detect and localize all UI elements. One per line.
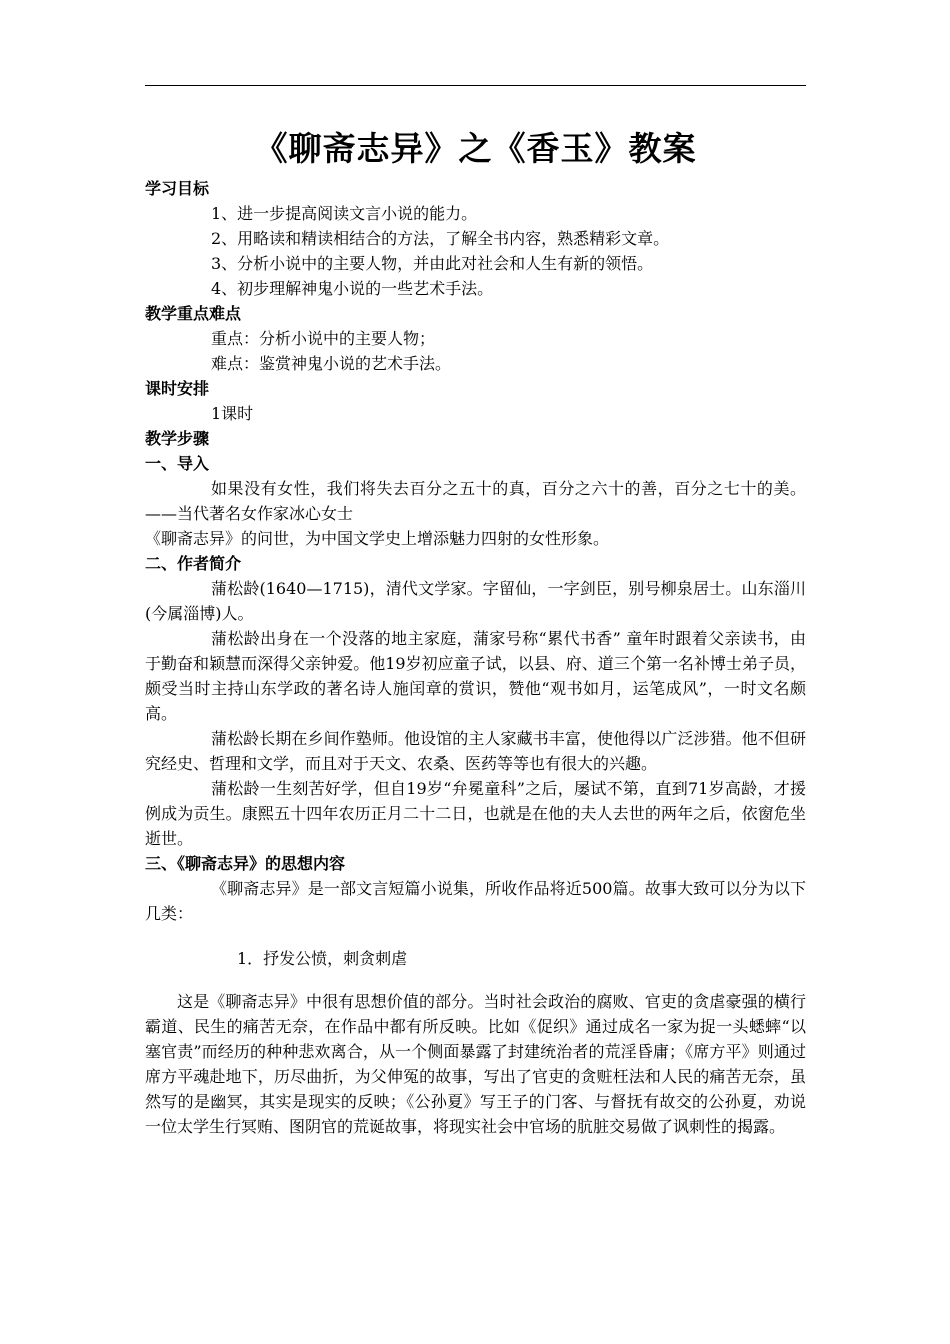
schedule-text: 1课时 <box>211 404 254 423</box>
section-heading-content: 三、《聊斋志异》的思想内容 <box>145 854 346 873</box>
key-point-item: 重点：分析小说中的主要人物； <box>211 329 436 348</box>
section-heading-goals: 学习目标 <box>145 179 210 198</box>
intro-quote: 如果没有女性，我们将失去百分之五十的真，百分之六十的善，百分之七十的美。——当代著名女作家冰心女士 <box>145 479 806 523</box>
section-heading-intro: 一、导入 <box>145 454 210 473</box>
author-paragraph: 蒲松龄(1640—1715)，清代文学家。字留仙，一字剑臣，别号柳泉居士。山东淄川 (今属淄博)人。 <box>145 579 828 623</box>
author-paragraph: 蒲松龄出身在一个没落的地主家庭，蒲家号称“累代书香” 童年时跟着父亲读书，由于勤奋和颖慧而深得父亲钟爱。他19岁初应童子试，以县、府、道三个第一名补博士弟子员，颇受当时主持山东学政的著名诗人施闰章的赏识，赞他“观书如月，运笔成风”，一时文名颇高。 <box>145 629 806 723</box>
header-rule <box>145 85 806 86</box>
page-title: 《聊斋志异》之《香玉》教案 <box>254 129 697 168</box>
section-heading-author: 二、作者简介 <box>145 554 242 573</box>
content-paragraph: 这是《聊斋志异》中很有思想价值的部分。当时社会政治的腐败、官吏的贪虐豪强的横行霸道、民生的痛苦无奈，在作品中都有所反映。比如《促织》通过成名一家为捉一头蟋蟀“以塞官责”而经历的种种悲欢离合，从一个侧面暴露了封建统治者的荒淫昏庸；《席方平》则通过席方平魂赴地下，历尽曲折，为父伸冤的故事，写出了官吏的贪赃枉法和人民的痛苦无奈，虽然写的是幽冥，其实是现实的反映；《公孙夏》写王子的门客、与督抚有故交的公孙夏，劝说一位太学生行冥贿、图阴官的荒诞故事，将现实社会中官场的肮脏交易做了讽刺性的揭露。 <box>145 992 806 1136</box>
goal-item: 3、分析小说中的主要人物，并由此对社会和人生有新的领悟。 <box>211 254 654 273</box>
goal-item: 4、初步理解神鬼小说的一些艺术手法。 <box>211 279 494 298</box>
content-item-1: 1．抒发公愤，刺贪刺虐 <box>237 949 408 968</box>
author-paragraph: 蒲松龄长期在乡间作塾师。他设馆的主人家藏书丰富，使他得以广泛涉猎。他不但研究经史、哲理和文学，而且对于天文、农桑、医药等等也有很大的兴趣。 <box>145 729 806 773</box>
author-paragraph: 蒲松龄一生刻苦好学，但自19岁“弁冕童科”之后，屡试不第，直到71岁高龄，才援例成为贡生。康熙五十四年农历正月二十二日，也就是在他的夫人去世的两年之后，依窗危坐逝世。 <box>145 779 806 848</box>
difficulty-item: 难点：鉴赏神鬼小说的艺术手法。 <box>211 354 452 373</box>
intro-text: 《聊斋志异》的问世，为中国文学史上增添魅力四射的女性形象。 <box>145 529 610 548</box>
section-heading-key-points: 教学重点难点 <box>145 304 242 323</box>
section-heading-steps: 教学步骤 <box>145 429 210 448</box>
content-intro: 《聊斋志异》是一部文言短篇小说集，所收作品将近500篇。故事大致可以分为以下几类： <box>145 879 806 923</box>
section-heading-schedule: 课时安排 <box>145 379 210 398</box>
document-body <box>145 126 828 1139</box>
goal-item: 1、进一步提高阅读文言小说的能力。 <box>211 204 478 223</box>
goal-item: 2、用略读和精读相结合的方法，了解全书内容，熟悉精彩文章。 <box>211 229 670 248</box>
